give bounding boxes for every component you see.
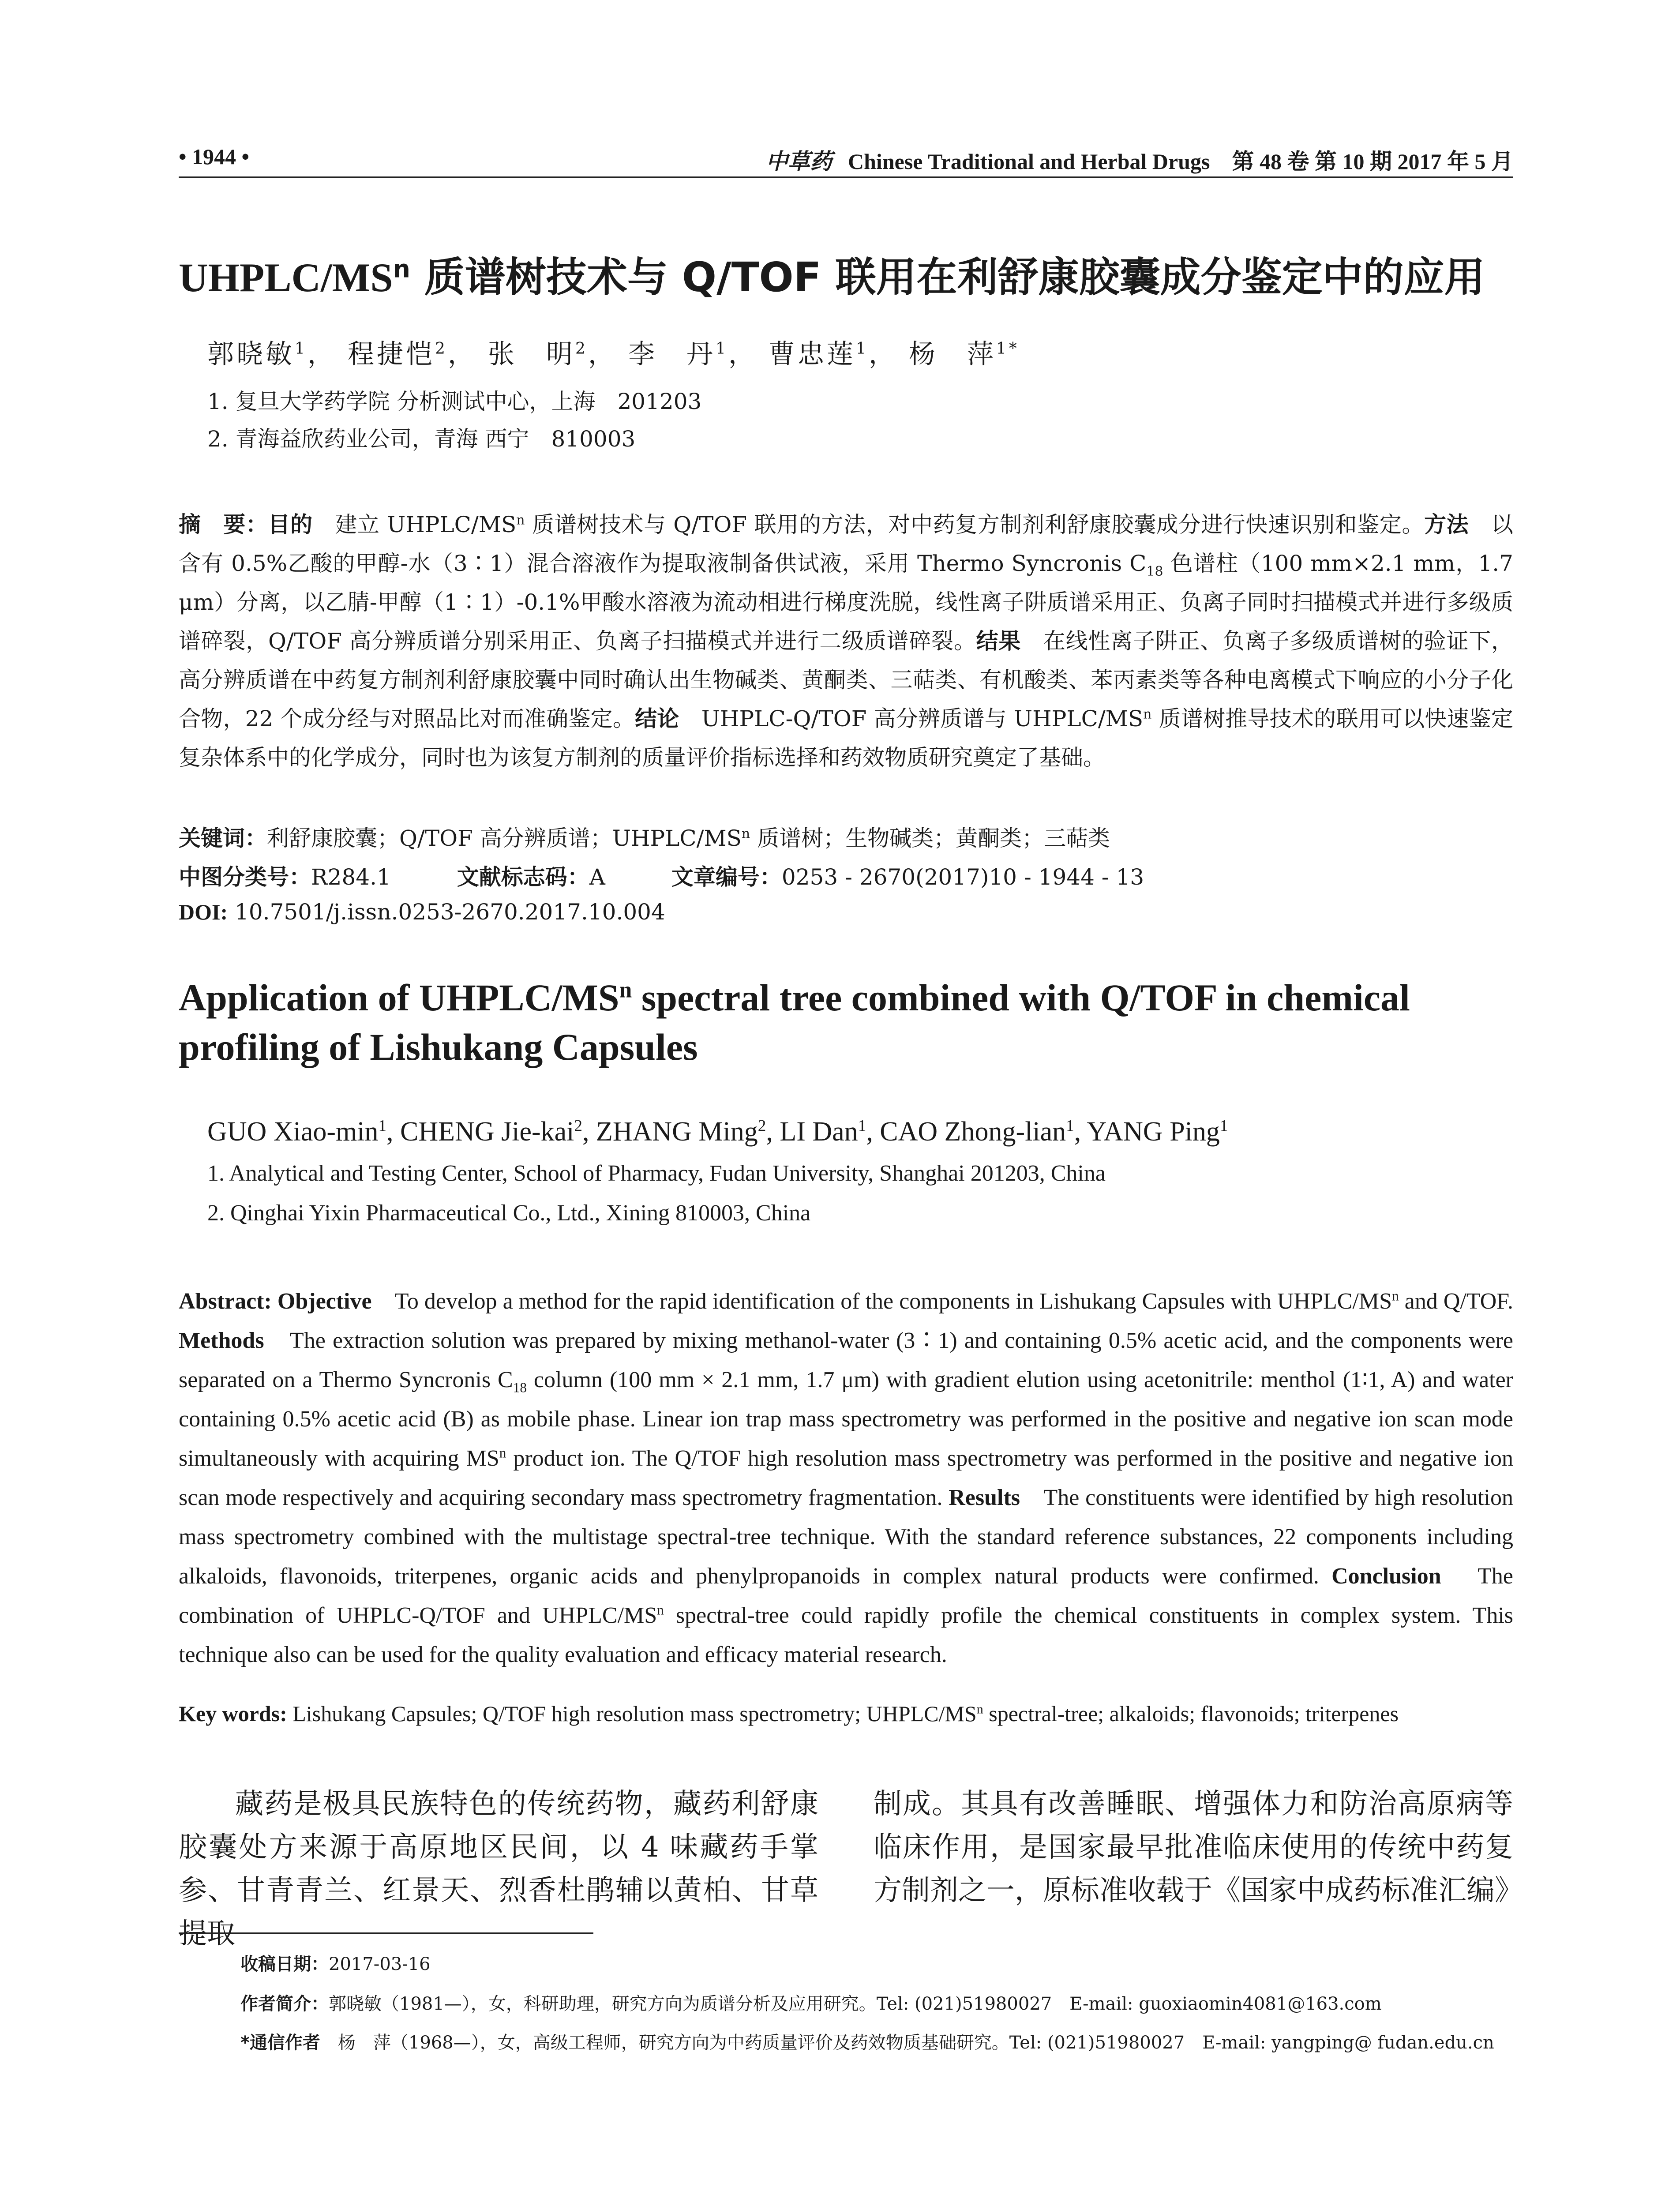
author-name: 曹忠莲 (768, 339, 856, 370)
abstract-cn: 摘 要：目的 建立 UHPLC/$MS^n$ 质谱树技术与 Q/TOF 联用的方法，对中药复方制剂利舒康胶囊成分进行快速识别和鉴定。方法 以含有 0.5%乙酸的甲醇-水（3∶1）混合溶液作为提取液制备供试液，采用 Thermo Syncronis $C_{18}$ 色谱柱（100 mm×2.1 mm，1.7 μm）分离，以乙腈-甲醇（1∶1）-0.1%甲酸水溶液为流动相进行梯度洗脱，线性离子阱质谱采用正、负离子同时扫描模式并进行多级质谱碎裂，Q/TOF 高分辨质谱分别采用正、负离子扫描模式并进行二级质谱碎裂。结果 在线性离子阱正、负离子多级质谱树的验证下，高分辨质谱在中药复方制剂利舒康胶囊中同时确认出生物碱类、黄酮类、三萜类、有机酸类、苯丙素类等各种电离模式下响应的小分子化合物，22 个成分经与对照品比对而准确鉴定。结论 UHPLC-Q/TOF 高分辨质谱与 UHPLC/$MS^n$ 质谱树推导技术的联用可以快速鉴定复杂体系中的化学成分，同时也为该复方制剂的质量评价指标选择和药效物质研究奠定了基础。 (179, 512, 1514, 770)
author-name: CHENG Jie-kai (400, 1117, 574, 1147)
keywords-cn: 关键词：利舒康胶囊；Q/TOF 高分辨质谱；UHPLC/$MS^n$ 质谱树；生物碱类；黄酮类；三萜类 (179, 825, 1110, 851)
affiliation-en: 1. Analytical and Testing Center, School of Pharmacy, Fudan University, Shanghai 201203, China (207, 1161, 1106, 1186)
journal-issue-info: Chinese Traditional and Herbal Drugs 第 48 卷 第 10 期 2017 年 5 月 (848, 149, 1513, 174)
author-name: 程捷恺 (347, 339, 435, 370)
author-name: YANG Ping (1087, 1117, 1220, 1147)
author-name: GUO Xiao-min (207, 1117, 379, 1147)
footnote-received: 收稿日期：2017-03-16 (240, 1954, 431, 1974)
body-paragraph: 藏药是极具民族特色的传统药物，藏药利舒康胶囊处方来源于高原地区民间，以 4 味藏药手掌参、甘青青兰、红景天、烈香杜鹃辅以黄柏、甘草提取 (179, 1788, 818, 1950)
affiliation-cn: 1. 复旦大学药学院 分析测试中心，上海 201203 (207, 389, 702, 414)
running-header (179, 140, 1513, 176)
footnote-rule (179, 1932, 593, 1934)
author-name: LI Dan (780, 1117, 858, 1147)
author-name: 张 明 (488, 339, 575, 370)
keywords-en: Key words: Lishukang Capsules; Q/TOF high resolution mass spectrometry; UHPLC/$MS^n$ spectral-tree; alkaloids; flavonoids; triterpenes (179, 1701, 1399, 1726)
classification-info: 中图分类号：R284.1 文献标志码：A 文章编号：0253 - 2670(2017)10 - 1944 - 13 (179, 864, 1144, 890)
affiliation-cn: 2. 青海益欣药业公司，青海 西宁 810003 (207, 426, 636, 452)
body-column-right (874, 1782, 1523, 1912)
article-title-en: Application of UHPLC/$MS^n$ spectral tree combined with Q/TOF in chemical profiling of Lishukang Capsules (179, 976, 1410, 1068)
header-rule (179, 176, 1513, 178)
author-list-cn: 郭晓敏$^1$， 程捷恺$^2$， 张 明$^2$， 李 丹$^1$， 曹忠莲$^1$， 杨 萍$^{1*}$ (207, 339, 1020, 370)
journal-name-cn: 中草药 (766, 148, 832, 174)
author-name: ZHANG Ming (596, 1117, 758, 1147)
body-paragraph: 制成。其具有改善睡眠、增强体力和防治高原病等临床作用，是国家最早批准临床使用的传统中药复方制剂之一，原标准收载于《国家中成药标准汇编》 (874, 1788, 1523, 1907)
page-number: • 1944 • (179, 144, 250, 169)
article-title-cn: UHPLC/$MS^n$ 质谱树技术与 Q/TOF 联用在利舒康胶囊成分鉴定中的应用 (179, 254, 1485, 301)
footnote-author: 作者简介：郭晓敏（1981—），女，科研助理，研究方向为质谱分析及应用研究。Tel: (021)51980027 E-mail: guoxiaomin4081@163.com (240, 1994, 1382, 2014)
footnote-corresponding: *通信作者 杨 萍（1968—），女，高级工程师，研究方向为中药质量评价及药效物质基础研究。Tel: (021)51980027 E-mail: yangping@ fudan.edu.cn (240, 2033, 1494, 2053)
author-name: 杨 萍 (908, 339, 996, 370)
affiliation-en: 2. Qinghai Yixin Pharmaceutical Co., Ltd., Xining 810003, China (207, 1201, 811, 1226)
doi-line: DOI: 10.7501/j.issn.0253-2670.2017.10.004 (179, 899, 665, 925)
doi-link[interactable]: 10.7501/j.issn.0253-2670.2017.10.004 (228, 899, 665, 925)
author-name: 郭晓敏 (207, 339, 295, 370)
author-list-en: GUO Xiao-$\min^1$, CHENG Jie-kai$^2$, ZHANG Ming$^2$, LI Dan$^1$, CAO Zhong-lian$^1$, YANG Ping$^1$ (207, 1117, 1228, 1147)
body-column-left (179, 1782, 818, 1955)
abstract-en: Abstract: Objective To develop a method for the rapid identification of the components in Lishukang Capsules with UHPLC/$MS^n$ and Q/TOF. Methods The extraction solution was prepared by mixing methanol-water (3∶1) and containing 0.5% acetic acid, and the components were separated on a Thermo Syncronis $C_{18}$ column (100 mm × 2.1 mm, 1.7 μm) with gradient elution using acetonitrile: menthol (1∶1, A) and water containing 0.5% acetic acid (B) as mobile phase. Linear ion trap mass spectrometry was performed in the positive and negative ion scan mode simultaneously with acquiring $MS^n$ product ion. The Q/TOF high resolution mass spectrometry was performed in the positive and negative ion scan mode respectively and acquiring secondary mass spectrometry fragmentation. Results The constituents were identified by high resolution mass spectrometry combined with the multistage spectral-tree technique. With the standard reference substances, 22 components including alkaloids, flavonoids, triterpenes, organic acids and phenylpropanoids in complex natural products were confirmed. Conclusion The combination of UHPLC-Q/TOF and UHPLC/$MS^n$ spectral-tree could rapidly profile the chemical constituents in complex system. This technique also can be used for the quality evaluation and efficacy material research. (179, 1288, 1514, 1667)
journal-title (766, 144, 1513, 176)
author-name: 李 丹 (628, 339, 716, 370)
author-name: CAO Zhong-lian (880, 1117, 1066, 1147)
